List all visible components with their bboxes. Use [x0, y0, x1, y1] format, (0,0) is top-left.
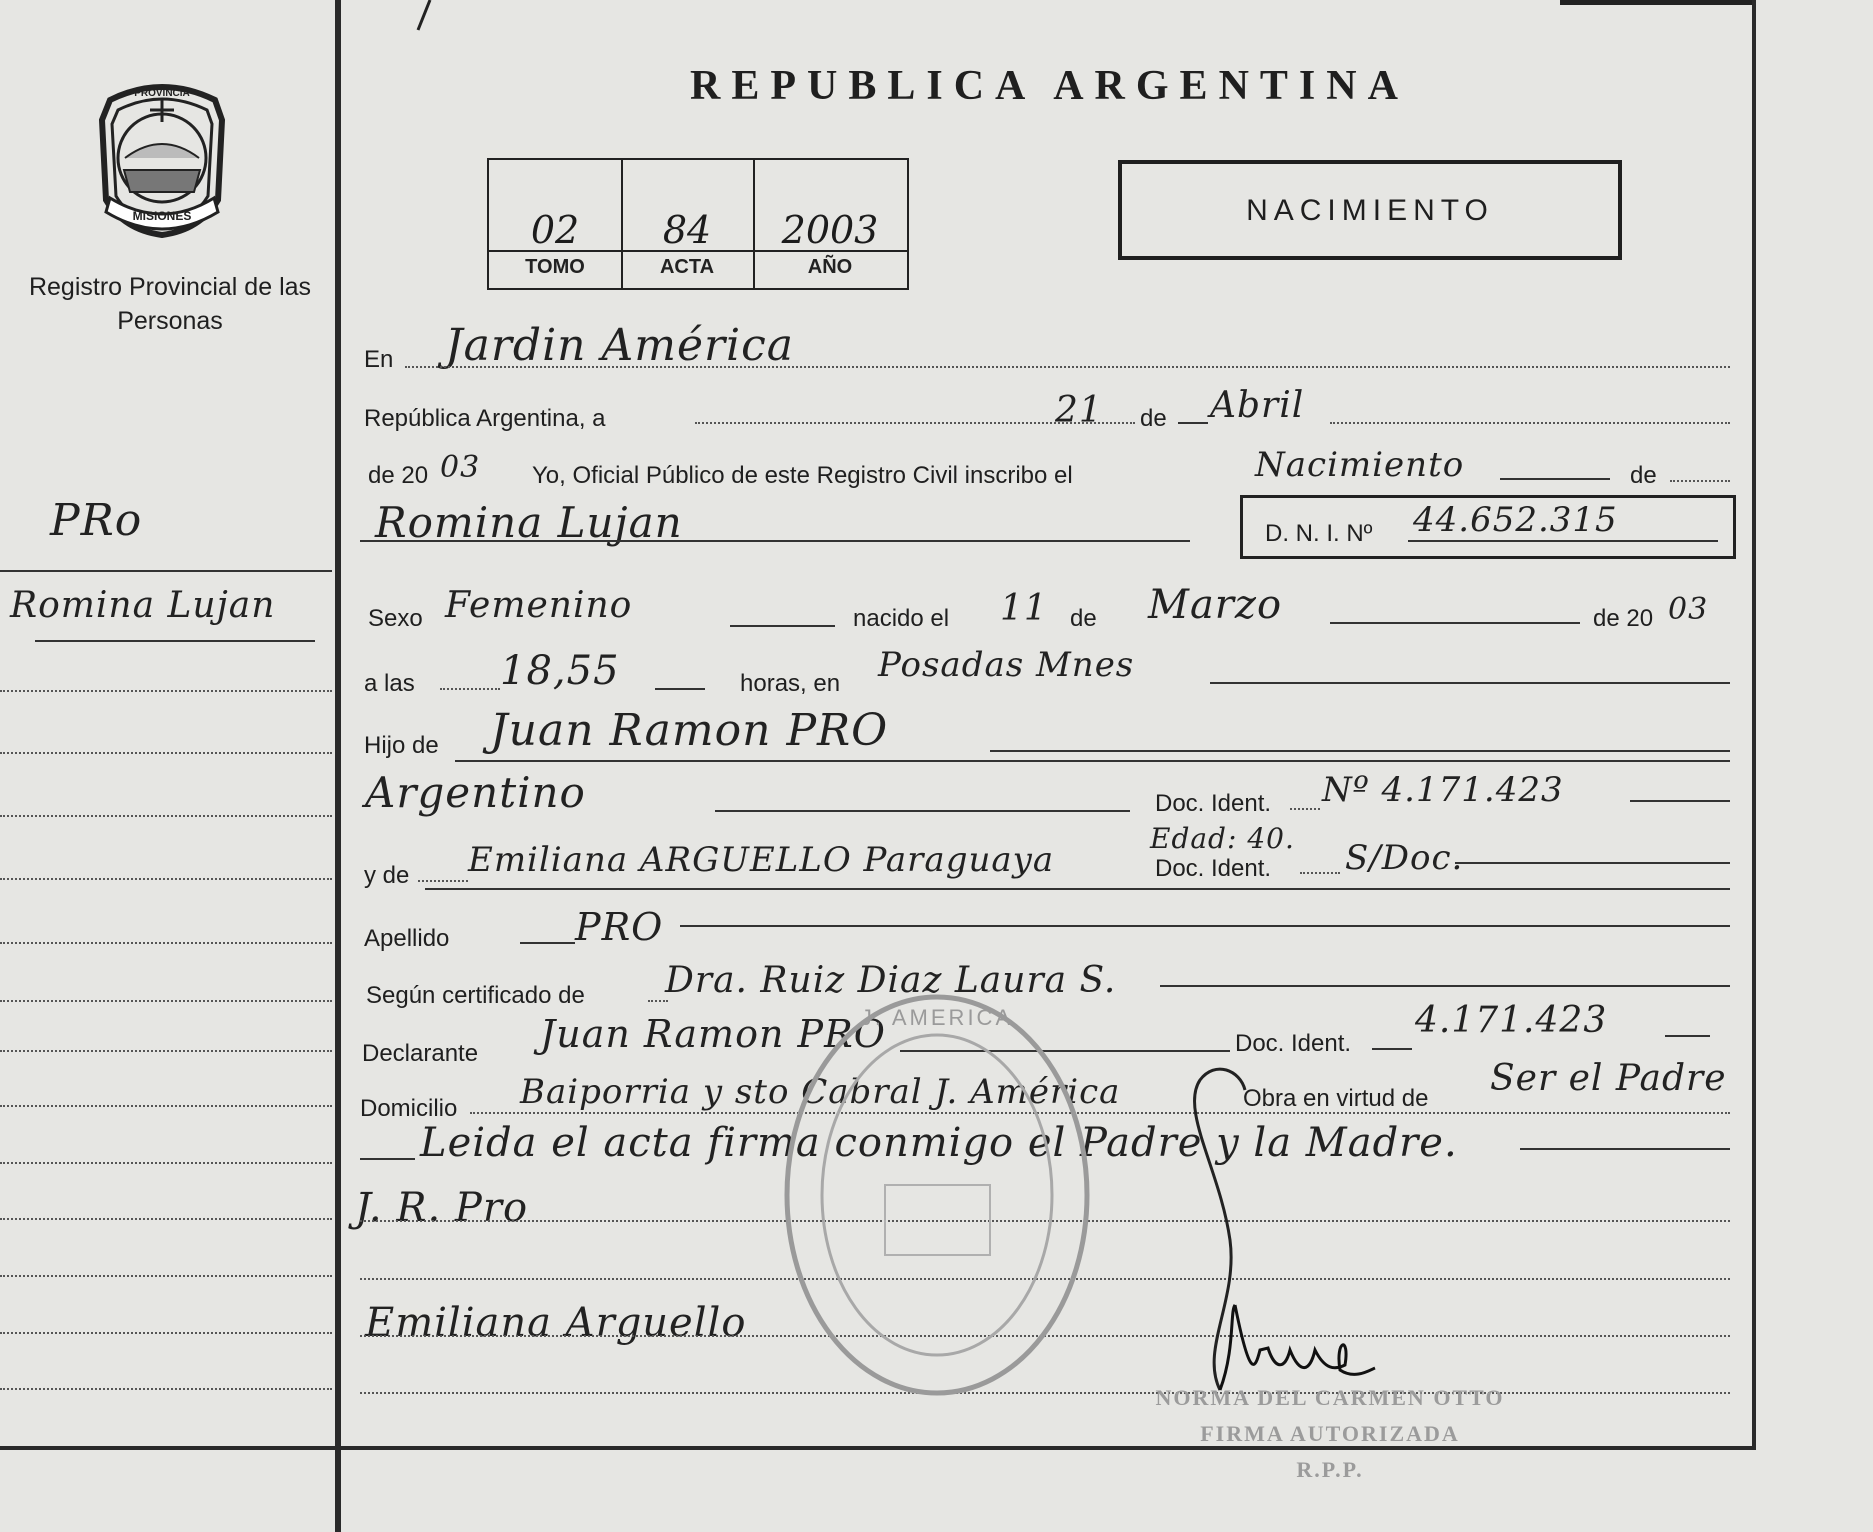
child-name: Romina Lujan — [375, 498, 683, 547]
doc-ident-label-3: Doc. Ident. — [1235, 1030, 1352, 1057]
official-text: Yo, Oficial Público de este Registro Civil inscribo el — [532, 462, 1073, 489]
de-label-1: de — [1140, 405, 1167, 432]
acta-value: 84 — [662, 208, 712, 252]
registry-name: Registro Provincial de las Personas — [28, 273, 312, 335]
act-type-box — [1118, 160, 1622, 260]
hijo-label: Hijo de — [364, 732, 439, 759]
obra-value: Ser el Padre — [1490, 1058, 1727, 1099]
mother-doc: S/Doc. — [1345, 838, 1464, 878]
obra-label: Obra en virtud de — [1243, 1085, 1429, 1112]
anio-value: 2003 — [781, 208, 879, 252]
declarante-value: Juan Ramon PRO — [540, 1012, 886, 1056]
province-seal-icon — [90, 80, 235, 240]
birth-place: Posadas Mnes — [878, 645, 1135, 685]
birth-day: 11 — [1000, 588, 1048, 629]
acta-cell — [621, 160, 755, 288]
declarante-label: Declarante — [362, 1040, 479, 1067]
mother-name: Emiliana ARGUELLO Paraguaya — [468, 840, 1055, 880]
signature-father: J. R. Pro — [355, 1185, 529, 1231]
month-value: Abril — [1210, 385, 1305, 426]
acta-label: ACTA — [659, 256, 715, 278]
anio-cell — [753, 160, 907, 288]
certifier-value: Dra. Ruiz Diaz Laura S. — [665, 960, 1117, 1001]
de-label-3: de — [1070, 605, 1097, 632]
father-name: Juan Ramon PRO — [490, 705, 889, 756]
country-title: REPUBLICA ARGENTINA — [690, 63, 1409, 109]
hour-value: 18,55 — [500, 648, 620, 694]
year-prefix: de 20 — [368, 462, 429, 489]
domicilio-value: Baiporria y sto Cabral J. América — [520, 1072, 1121, 1112]
nacido-label: nacido el — [853, 605, 950, 632]
en-label: En — [364, 346, 394, 373]
birth-year-suffix: 03 — [1668, 592, 1709, 627]
doc-ident-label-2: Doc. Ident. — [1155, 855, 1272, 882]
dni-label: D. N. I. Nº — [1265, 520, 1373, 547]
domicilio-label: Domicilio — [360, 1095, 458, 1122]
tomo-cell — [489, 160, 623, 288]
y-de-label: y de — [364, 862, 410, 889]
signature-mother: Emiliana Arguello — [365, 1300, 747, 1346]
record-number-box — [487, 158, 909, 290]
stub-divider — [335, 0, 341, 1532]
apellido-label: Apellido — [364, 925, 450, 952]
delegation-stamp-icon — [775, 985, 1100, 1405]
republica-label: República Argentina, a — [364, 405, 606, 432]
year-prefix-2: de 20 — [1593, 605, 1654, 632]
doc-ident-label-1: Doc. Ident. — [1155, 790, 1272, 817]
event-value: Nacimiento — [1255, 445, 1465, 485]
official-stamp-org: R.P.P. — [1296, 1457, 1364, 1482]
place-value: Jardin América — [445, 320, 794, 371]
dni-value: 44.652.315 — [1413, 500, 1618, 540]
dni-box — [1240, 495, 1736, 559]
horas-label: horas, en — [740, 670, 841, 697]
anio-label: AÑO — [807, 256, 853, 278]
segun-label: Según certificado de — [366, 982, 585, 1009]
a-las-label: a las — [364, 670, 415, 697]
year-suffix: 03 — [440, 450, 481, 485]
tomo-label: TOMO — [525, 256, 585, 278]
stub-bottom-border — [0, 1446, 335, 1450]
sexo-label: Sexo — [368, 605, 423, 632]
top-border-bar — [1560, 0, 1755, 5]
act-type-label: NACIMIENTO — [1246, 194, 1494, 227]
stub-name: Romina Lujan — [10, 585, 276, 626]
mother-age: Edad: 40. — [1150, 822, 1295, 855]
official-stamp — [1140, 1380, 1520, 1488]
svg-text:J. AMERICA: J. AMERICA — [860, 1005, 1014, 1030]
declarante-doc: 4.171.423 — [1415, 1000, 1608, 1041]
top-ink-mark-icon — [400, 0, 440, 40]
official-signature-icon — [1160, 1050, 1400, 1420]
birth-month: Marzo — [1148, 582, 1283, 628]
svg-text:MISIONES: MISIONES — [132, 209, 192, 223]
official-stamp-name: NORMA DEL CARMEN OTTO — [1155, 1385, 1505, 1410]
leida-text: Leida el acta firma conmigo el Padre y la Madre. — [420, 1120, 1458, 1166]
father-nationality: Argentino — [365, 768, 586, 817]
bottom-border — [335, 1446, 1755, 1450]
day-value: 21 — [1055, 390, 1103, 431]
apellido-value: PRO — [575, 905, 664, 949]
right-border — [1752, 0, 1756, 1450]
sexo-value: Femenino — [445, 585, 633, 626]
father-doc: Nº 4.171.423 — [1322, 770, 1564, 810]
svg-text:PROVINCIA: PROVINCIA — [134, 88, 190, 99]
de-label-2: de — [1630, 462, 1657, 489]
stub-surname: PRo — [50, 495, 143, 546]
tomo-value: 02 — [530, 208, 580, 252]
official-stamp-role: FIRMA AUTORIZADA — [1200, 1421, 1460, 1446]
